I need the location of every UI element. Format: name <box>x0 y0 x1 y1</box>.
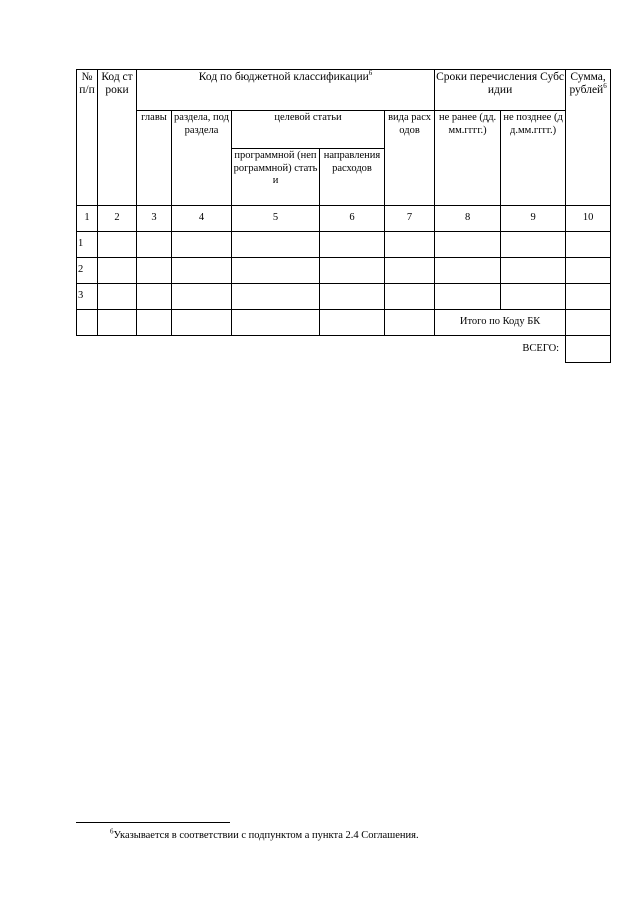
header-expense-type: вида расходов <box>385 111 435 206</box>
table-cell <box>137 310 172 336</box>
total-label: ВСЕГО: <box>522 343 560 354</box>
header-chapter: главы <box>137 111 172 206</box>
table-cell <box>385 232 435 258</box>
column-number: 9 <box>501 206 566 232</box>
table-cell <box>98 310 137 336</box>
table-cell <box>137 232 172 258</box>
table-cell <box>137 284 172 310</box>
column-number-row <box>77 206 611 232</box>
table-cell <box>232 232 320 258</box>
table-cell <box>232 284 320 310</box>
header-deadlines: Сроки перечисления Субсидии <box>435 70 566 111</box>
table-row <box>77 232 611 258</box>
table-cell <box>385 284 435 310</box>
table-cell <box>98 258 137 284</box>
table-cell <box>172 232 232 258</box>
subtotal-label: Итого по Коду БК <box>435 310 566 336</box>
column-number: 1 <box>77 206 98 232</box>
header-not-later: не позднее (дд.мм.гггг.) <box>501 111 566 206</box>
header-expense-direction: направления расходов <box>320 149 385 206</box>
footnote-separator <box>76 822 230 823</box>
header-sum: Сумма, рублей$^6$ <box>566 70 611 206</box>
table-cell <box>435 258 501 284</box>
table-row <box>77 284 611 310</box>
column-number: 5 <box>232 206 320 232</box>
table-cell <box>77 310 98 336</box>
footnote-mark: 6 <box>110 827 114 836</box>
subsidy-schedule-table <box>76 69 611 363</box>
column-number: 2 <box>98 206 137 232</box>
table-cell <box>435 232 501 258</box>
table-cell <box>501 258 566 284</box>
column-number: 3 <box>137 206 172 232</box>
header-program-item: программной (непрограммной) статьи <box>232 149 320 206</box>
footnote-ref: 6 <box>603 82 607 91</box>
table-cell <box>385 310 435 336</box>
table-cell <box>320 310 385 336</box>
total-row <box>77 336 611 363</box>
table-cell <box>435 284 501 310</box>
table-cell <box>501 284 566 310</box>
table-cell <box>172 284 232 310</box>
table-cell <box>232 310 320 336</box>
header-budget-code: Код по бюджетной классификации$^6$ <box>137 70 435 111</box>
table-cell <box>98 232 137 258</box>
column-number: 8 <box>435 206 501 232</box>
table-cell <box>137 258 172 284</box>
row-number: 1 <box>77 232 98 258</box>
table-cell <box>172 310 232 336</box>
table-cell <box>172 258 232 284</box>
table-row <box>77 258 611 284</box>
column-number: 7 <box>385 206 435 232</box>
total-value <box>566 336 611 363</box>
column-number: 4 <box>172 206 232 232</box>
column-number: 10 <box>566 206 611 232</box>
table-cell <box>501 232 566 258</box>
column-number: 6 <box>320 206 385 232</box>
subtotal-row <box>77 310 611 336</box>
table-cell <box>98 284 137 310</box>
row-number: 3 <box>77 284 98 310</box>
footnote-ref: 6 <box>368 69 373 78</box>
table-cell <box>232 258 320 284</box>
table-cell <box>566 284 611 310</box>
table-cell <box>385 258 435 284</box>
footnote-text: Указывается в соответствии с подпунктом а пункта 2.4 Соглашения. <box>113 830 419 841</box>
header-num: № п/п <box>77 70 98 206</box>
header-section: раздела, подраздела <box>172 111 232 206</box>
header-line-code: Код строки <box>98 70 137 206</box>
header-not-earlier: не ранее (дд.мм.гггг.) <box>435 111 501 206</box>
table-cell <box>320 232 385 258</box>
table-cell <box>320 284 385 310</box>
subtotal-value <box>566 310 611 336</box>
table-cell <box>320 258 385 284</box>
table-cell <box>566 258 611 284</box>
header-target-item: целевой статьи <box>232 111 385 149</box>
row-number: 2 <box>77 258 98 284</box>
table-cell <box>566 232 611 258</box>
footnote <box>110 829 419 842</box>
